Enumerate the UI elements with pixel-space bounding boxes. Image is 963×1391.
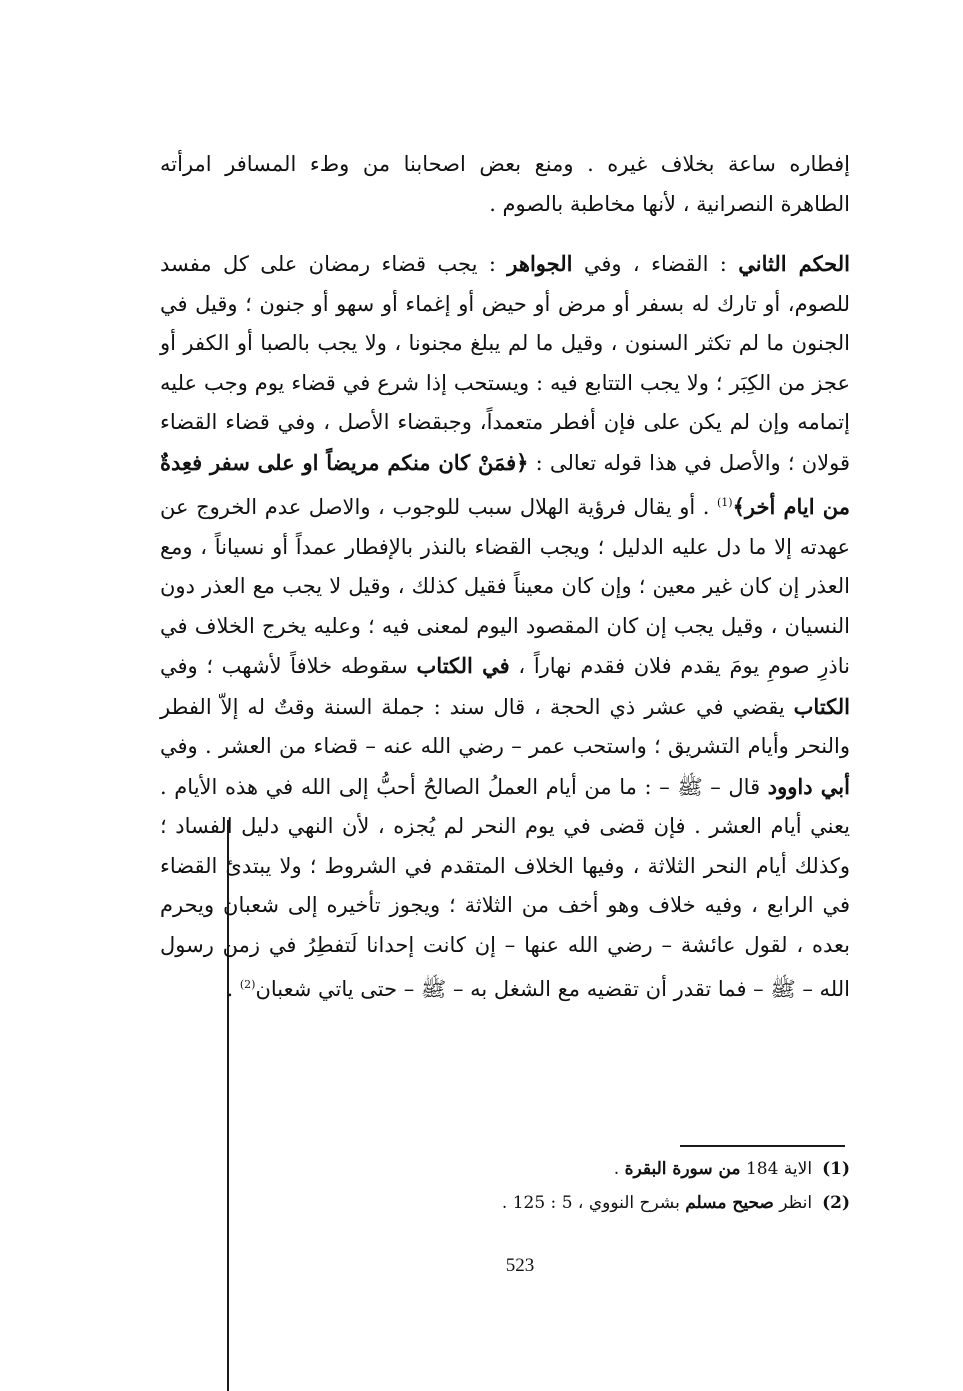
footnote-text: . bbox=[613, 1159, 625, 1179]
footnote-1 bbox=[400, 1152, 850, 1186]
text-segment: قال – ﷺ – : ما من أيام العملُ الصالحُ أحبُّ إلى الله في هذه الأيام . يعني أيام العشر . فإن قضى في يوم النحر لم يُجزه ، لأن النهي دليل الفساد ؛ وكذلك أيام النحر الثلاثة ، وفيها الخلاف المتقدم في الشروط ؛ ولا يبتدئ القضاء في الرابع ، وفيه خلاف وهو أخف من الثلاثة ؛ ويجوز تأخيره إلى شعبان ويحرم بعده ، لقول عائشة – رضي الله عنها – إن كانت إحدانا لَتفطِرُ في زمن رسول الله – ﷺ – فما تقدر أن تقضيه مع الشغل به – ﷺ – حتى ياتي شعبان bbox=[160, 774, 850, 1001]
footnote-2 bbox=[400, 1186, 850, 1220]
paragraph-1: إفطاره ساعة بخلاف غيره . ومنع بعض اصحابنا من وطء المسافر امرأته الطاهرة النصرانية ، لأنها مخاطبة بالصوم . bbox=[160, 152, 850, 216]
source-reference: في الكتاب bbox=[416, 653, 510, 678]
footnote-text: انظر bbox=[773, 1193, 813, 1213]
paragraph-gap bbox=[160, 224, 850, 244]
text-segment: . أو يقال فرؤية الهلال سبب للوجوب ، والاصل عدم الخروج عن عهدته إلا ما دل عليه الدليل ؛ ويجب القضاء بالنذر بالإفطار عمداً أو نسياناً ، ومع العذر إن كان غير معين ؛ وإن كان معيناً فقيل كذلك ، وقيل لا يجب مع العذر دون النسيان ، وقيل يجب إن كان المقصود اليوم لمعنى فيه ؛ وعليه يخرج الخلاف في ناذرِ صومِ يومَ يقدم فلان فقدم نهاراً ، bbox=[160, 495, 850, 678]
text-segment: : يجب قضاء رمضان على كل مفسد للصوم، أو تارك له بسفر أو مرض أو حيض أو إغماء أو سهو أو جنون ؛ وقيل في الجنون ما لم تكثر السنون ، وقيل ما لم يبلغ مجنونا ، ولا يجب بالصبا أو الكفر أو عجز من الكِبَر ؛ ولا يجب التتابع فيه : ويستحب إذا شرع في قضاء يوم وجب عليه إتمامه وإن لم يكن على فإن أفطر متعمداً، وجبقضاء الأصل ، وفي قضاء القضاء قولان ؛ والأصل في هذا قوله تعالى : bbox=[160, 252, 851, 475]
footnote-marker: (2) bbox=[239, 978, 256, 991]
source-reference: الكتاب bbox=[793, 693, 850, 719]
footnote-number: (2) bbox=[822, 1193, 850, 1213]
page-number: 523 bbox=[505, 1255, 535, 1276]
footnote-number: (1) bbox=[822, 1159, 850, 1179]
text-segment: . bbox=[226, 977, 240, 1001]
text-segment: يقضي في عشر ذي الحجة ، قال سند : جملة السنة وقتٌ له إلاّ الفطر والنحر وأيام التشريق ؛ واستحب عمر – رضي الله عنه – قضاء من العشر . وفي bbox=[160, 694, 850, 758]
footnote-text: الاية 184 bbox=[740, 1159, 813, 1179]
footnote-marker: (1) bbox=[716, 496, 733, 509]
footnotes bbox=[400, 1152, 850, 1220]
footnote-text: بشرح النووي ، 5 : 125 . bbox=[501, 1193, 686, 1213]
footnote-source: صحيح مسلم bbox=[685, 1193, 774, 1213]
source-reference: أبي داوود bbox=[767, 773, 850, 799]
paragraph-2 bbox=[160, 244, 850, 1010]
source-reference: الجواهر bbox=[507, 251, 573, 276]
quran-quote: ﴿فمَنْ كان منكم مريضاً او على سفر فعِدةٌ من ايام أخر﴾ bbox=[160, 449, 850, 519]
text-segment: : القضاء ، وفي bbox=[572, 252, 739, 276]
text-segment: سقوطه خلافاً لأشهب ؛ وفي bbox=[160, 654, 417, 678]
section-heading: الحكم الثاني bbox=[738, 251, 850, 276]
footnote-separator bbox=[680, 1145, 845, 1147]
footnote-source: من سورة البقرة bbox=[624, 1159, 741, 1179]
main-text-block bbox=[160, 145, 850, 1010]
